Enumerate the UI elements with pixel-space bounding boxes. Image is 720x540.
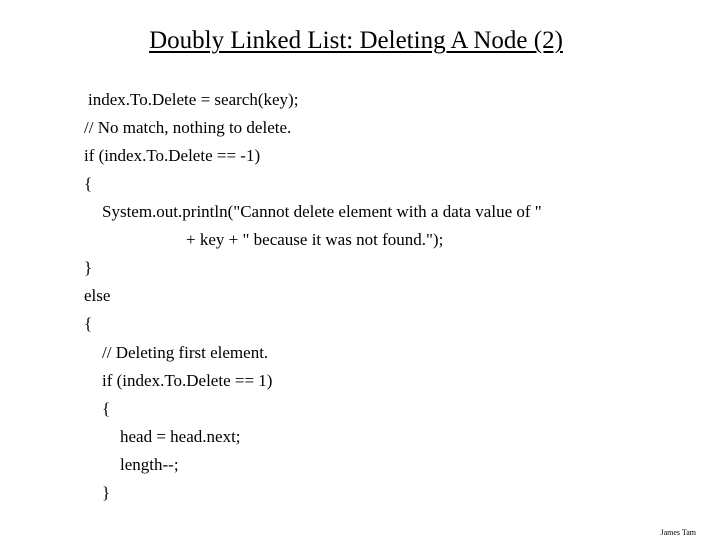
code-line: { [84, 174, 93, 193]
code-line: // No match, nothing to delete. [84, 118, 292, 137]
code-line: if (index.To.Delete == 1) [102, 371, 273, 390]
code-line: else [84, 286, 111, 305]
code-line: length--; [120, 455, 179, 474]
code-line: { [102, 399, 111, 418]
code-line: head = head.next; [120, 427, 241, 446]
code-line: + key + " because it was not found."); [186, 230, 444, 249]
code-line: } [102, 483, 111, 502]
code-line: System.out.println("Cannot delete element with a data value of " [102, 202, 542, 221]
footer-author: James Tam [660, 528, 696, 537]
slide-title: Doubly Linked List: Deleting A Node (2) [149, 27, 563, 54]
code-line: if (index.To.Delete == -1) [84, 146, 261, 165]
code-line: { [84, 314, 93, 333]
code-line: // Deleting first element. [102, 343, 269, 362]
code-line: index.To.Delete = search(key); [88, 90, 299, 109]
code-line: } [84, 258, 93, 277]
